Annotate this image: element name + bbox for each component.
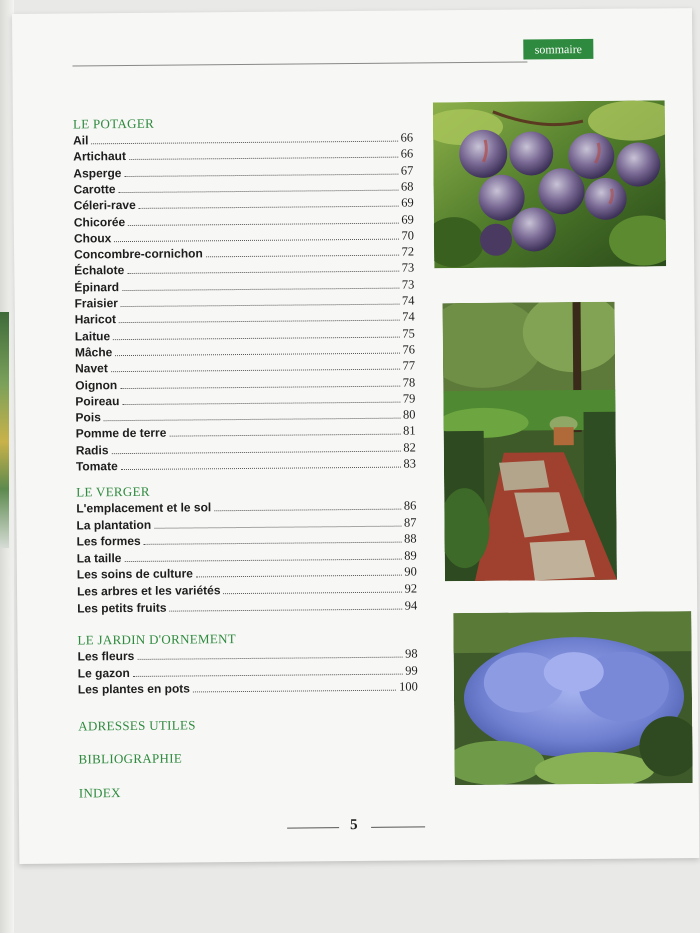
- toc-entry-label: Tomate: [75, 459, 118, 474]
- toc-entry-label: Choux: [73, 230, 112, 246]
- toc-entry-page-number: 80: [402, 407, 416, 422]
- dot-leader: [139, 206, 398, 209]
- toc-entry-label: Artichaut: [73, 149, 126, 164]
- dot-leader: [170, 608, 402, 611]
- toc-entry-label: Les arbres et les variétés: [76, 583, 221, 599]
- toc-entry-page-number: 77: [402, 358, 416, 373]
- dot-leader: [113, 336, 399, 339]
- dot-leader: [193, 690, 396, 693]
- toc-entry-page-number: 92: [404, 581, 418, 596]
- toc-entry-label: Pomme de terre: [75, 426, 167, 441]
- toc-entry-label: Échalote: [74, 263, 125, 278]
- dot-leader: [121, 467, 401, 470]
- toc-entry-page-number: 99: [405, 663, 418, 678]
- dot-leader: [122, 401, 399, 404]
- toc-entry-label: Les soins de culture: [76, 566, 194, 582]
- toc-entry-label: Les fleurs: [77, 648, 135, 664]
- dot-leader: [115, 353, 399, 356]
- dot-leader: [154, 525, 401, 528]
- toc-entry-label: Poireau: [75, 393, 120, 409]
- toc-entry-label: L'emplacement et le sol: [76, 500, 212, 516]
- toc-entry-page-number: 69: [401, 212, 414, 227]
- toc-entry-page-number: 83: [403, 456, 416, 471]
- dot-leader: [129, 157, 398, 160]
- toc-entry-page-number: 73: [401, 260, 415, 275]
- toc-entry-page-number: 87: [403, 515, 417, 530]
- toc-entry-label: Chicorée: [73, 214, 126, 229]
- toc-entry-label: Le gazon: [77, 665, 130, 681]
- toc-entry-page-number: 86: [403, 498, 417, 513]
- toc-entry-label: Mâche: [74, 345, 113, 360]
- header-rule: [72, 62, 527, 67]
- dot-leader: [128, 222, 398, 225]
- toc-entry-label: Pois: [75, 410, 101, 425]
- toc-entry-label: Les petits fruits: [77, 600, 167, 616]
- toc-entry-label: Haricot: [74, 312, 117, 327]
- dot-leader: [127, 271, 398, 274]
- toc-entry-page-number: 98: [405, 646, 418, 661]
- toc-entry-page-number: 73: [401, 277, 415, 292]
- toc-entry-page-number: 70: [401, 228, 415, 243]
- dot-leader: [206, 255, 399, 258]
- toc-entry-label: Épinard: [74, 279, 120, 295]
- toc-entry-page-number: 76: [402, 342, 416, 357]
- previous-page-photo-strip: [0, 312, 9, 548]
- dot-leader: [120, 385, 399, 388]
- dot-leader: [91, 141, 397, 145]
- dot-leader: [121, 304, 399, 307]
- toc-entry-page-number: 66: [400, 146, 414, 161]
- section-title-potager: LE POTAGER: [72, 115, 155, 132]
- book-page: [12, 8, 699, 864]
- toc-entry-page-number: 68: [400, 179, 414, 194]
- toc-entry-label: Les plantes en pots: [77, 681, 190, 697]
- dot-leader: [133, 673, 402, 676]
- toc-entry-page-number: 69: [401, 195, 414, 210]
- section-title-verger: LE VERGER: [76, 483, 150, 500]
- dot-leader: [169, 434, 400, 437]
- dot-leader: [223, 592, 401, 595]
- dot-leader: [124, 173, 397, 176]
- footer-rule-left: [287, 827, 339, 828]
- toc-entry: [77, 598, 417, 617]
- toc-entry-page-number: 74: [401, 293, 415, 308]
- toc-entry-label: Asperge: [73, 165, 122, 181]
- section-adresses-utiles: ADRESSES UTILES: [78, 717, 196, 734]
- toc-entry-page-number: 90: [404, 564, 417, 579]
- toc-entry-page-number: 81: [403, 423, 416, 438]
- toc-entry-label: Concombre-cornichon: [74, 246, 203, 262]
- toc-entry-page-number: 78: [402, 374, 416, 390]
- toc-entry-label: Laitue: [74, 328, 111, 344]
- footer-rule-right: [371, 826, 425, 827]
- toc-entry-label: Céleri-rave: [73, 198, 136, 213]
- dot-leader: [111, 369, 400, 373]
- garden-path-photo: [443, 302, 617, 581]
- toc-entry-label: Radis: [75, 442, 109, 458]
- toc-entry-label: Fraisier: [74, 296, 118, 311]
- toc-entry-label: Carotte: [73, 181, 116, 197]
- toc-entry-page-number: 89: [404, 548, 417, 563]
- dot-leader: [122, 287, 399, 290]
- toc-entry-page-number: 67: [400, 163, 414, 178]
- toc-entry-label: La taille: [76, 550, 122, 566]
- dot-leader: [124, 558, 401, 561]
- dot-leader: [196, 575, 401, 578]
- toc-entry-label: Navet: [75, 361, 108, 376]
- dot-leader: [112, 450, 401, 454]
- dot-leader: [119, 190, 398, 193]
- dot-leader: [214, 509, 401, 512]
- toc-entry-page-number: 75: [402, 326, 415, 341]
- toc-entry-page-number: 79: [402, 391, 416, 406]
- dot-leader: [114, 238, 398, 241]
- page-number: 5: [350, 817, 358, 834]
- dot-leader: [137, 657, 402, 660]
- toc-entry-page-number: 66: [400, 130, 414, 145]
- section-bibliographie: BIBLIOGRAPHIE: [78, 750, 183, 767]
- toc-entry-page-number: 88: [404, 531, 417, 546]
- toc-entry-page-number: 94: [404, 598, 418, 613]
- toc-entry-label: Les formes: [76, 534, 141, 549]
- toc-entry-label: Oignon: [75, 377, 118, 392]
- toc-entry-label: Ail: [73, 133, 89, 148]
- section-index: INDEX: [78, 785, 121, 801]
- toc-entry-label: La plantation: [76, 517, 152, 533]
- toc-entry-page-number: 74: [402, 309, 415, 324]
- toc-entry-page-number: 82: [403, 440, 416, 455]
- section-title-ornement: LE JARDIN D'ORNEMENT: [77, 631, 237, 648]
- dot-leader: [144, 542, 401, 545]
- toc-entry-page-number: 72: [401, 244, 415, 259]
- toc-entry-page-number: 100: [399, 679, 418, 694]
- dot-leader: [119, 320, 399, 323]
- dot-leader: [104, 418, 400, 422]
- sommaire-badge: sommaire: [523, 39, 593, 60]
- blue-flowers-photo: [453, 611, 692, 785]
- toc-entry: [76, 456, 416, 475]
- plums-photo: [433, 100, 666, 268]
- toc-entry: [78, 680, 418, 699]
